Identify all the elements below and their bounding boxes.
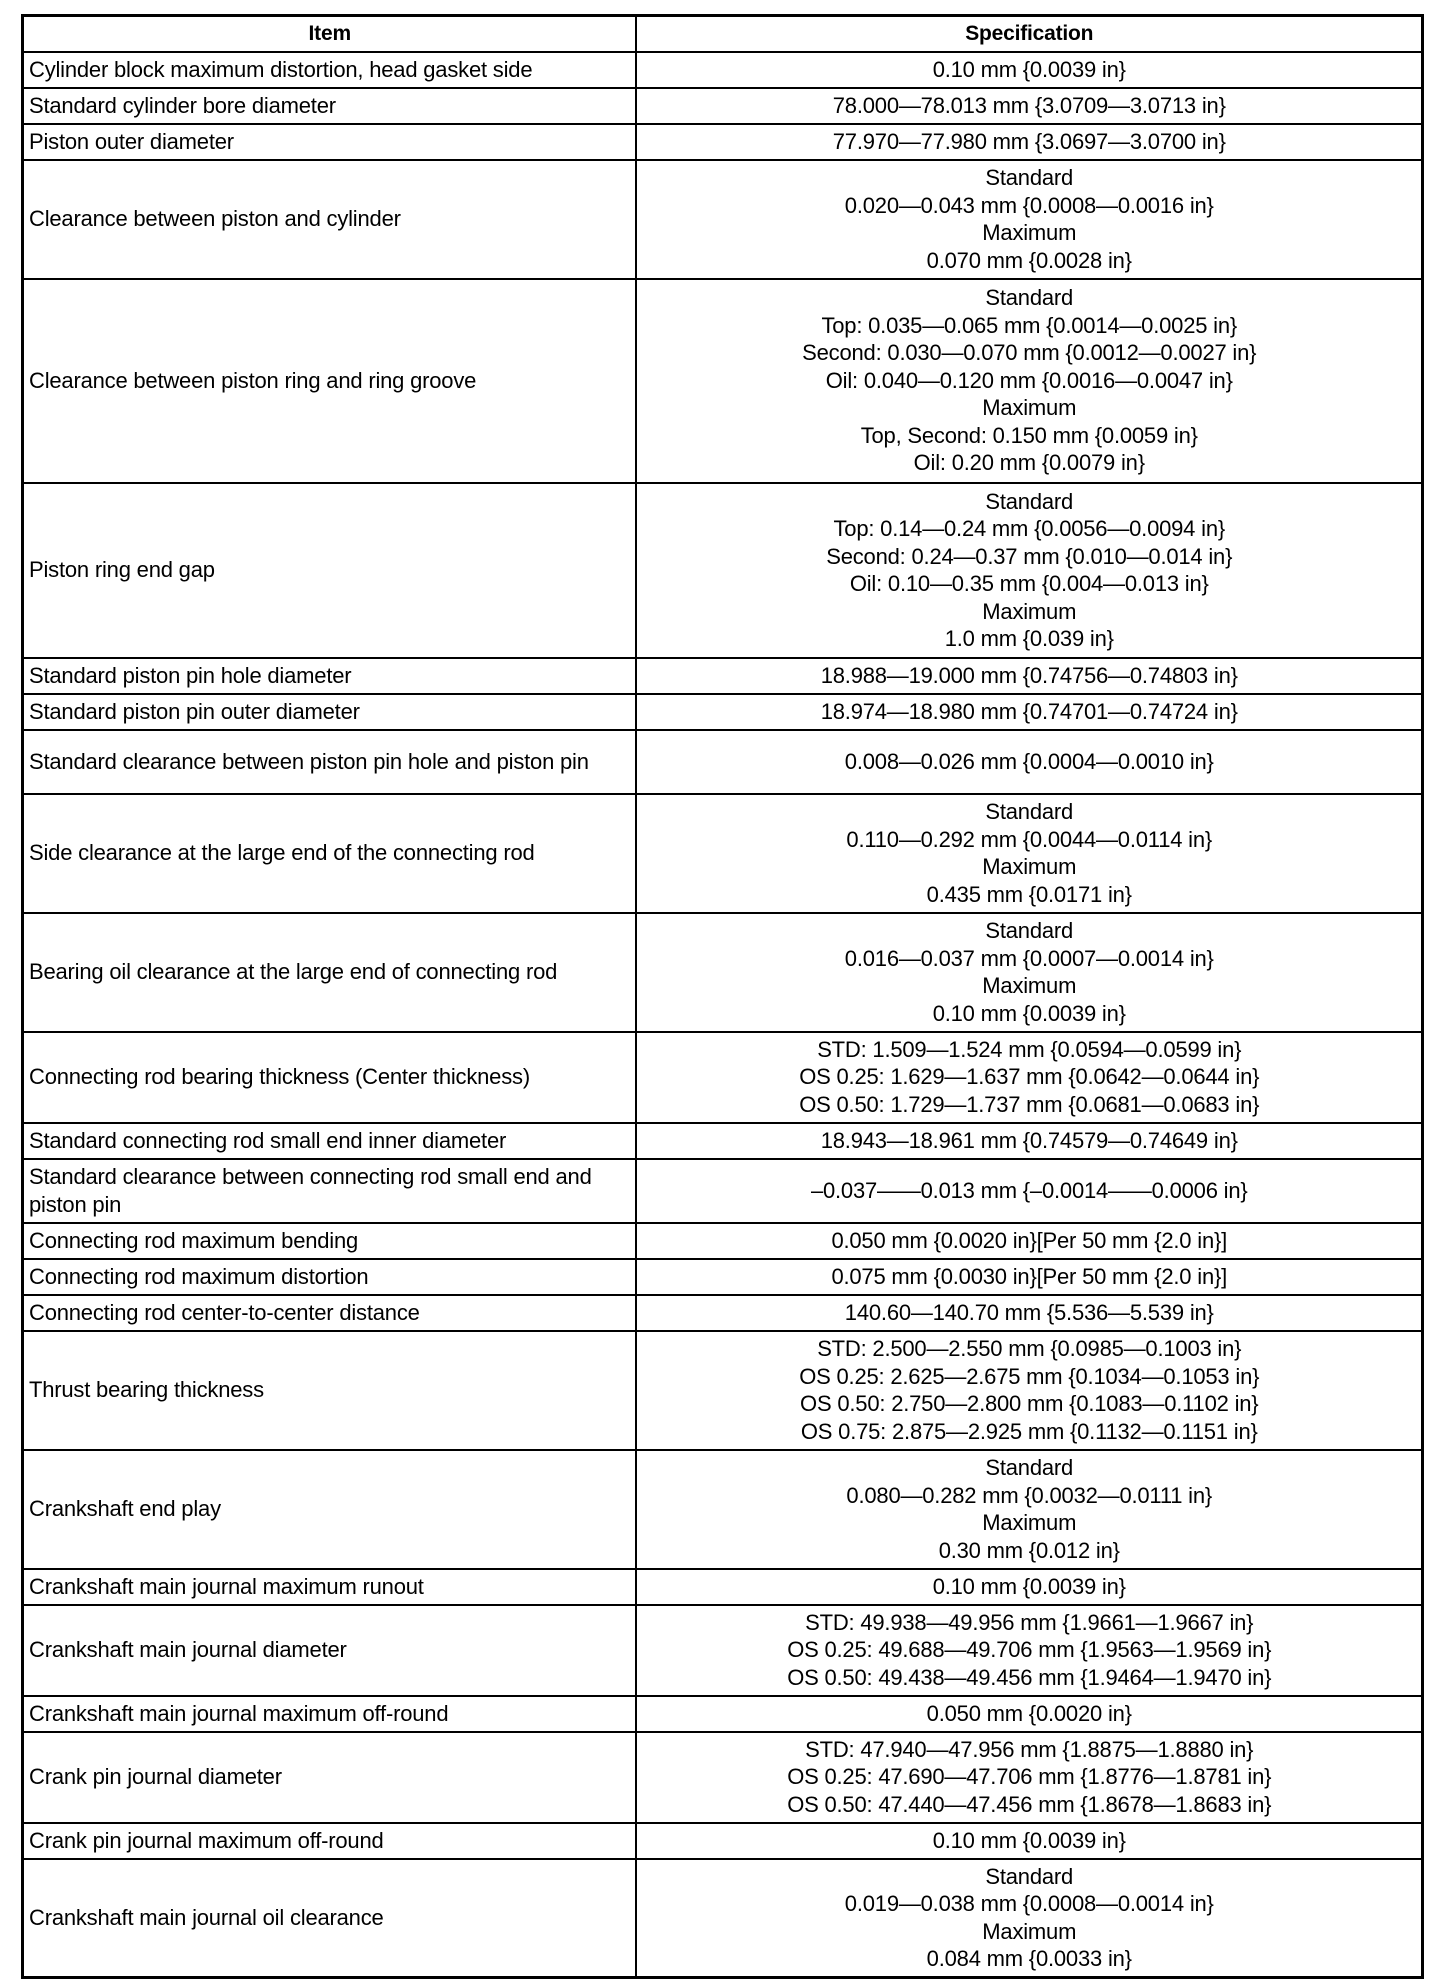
specification-line: Oil: 0.20 mm {0.0079 in} [913,450,1145,476]
item-cell: Standard clearance between piston pin hole and piston pin [23,730,636,794]
specification-line: 0.30 mm {0.012 in} [938,1537,1120,1563]
specification-cell [636,1569,1423,1605]
specification-line: STD: 47.940—47.956 mm {1.8875—1.8880 in} [805,1736,1254,1762]
item-cell: Bearing oil clearance at the large end of connecting rod [23,913,636,1032]
specification-line: Standard [985,285,1074,311]
specification-table [21,14,1424,1979]
item-cell: Standard piston pin hole diameter [23,658,636,694]
table-row [23,483,1423,658]
table-row [23,88,1423,124]
specification-line: Maximum [982,854,1077,879]
column-header-specification: Specification [636,16,1423,52]
specification-line: Top, Second: 0.150 mm {0.0059 in} [860,422,1198,448]
specification-cell [636,658,1423,694]
item-cell: Crank pin journal maximum off-round [23,1823,636,1859]
specification-line: Second: 0.24—0.37 mm {0.010—0.014 in} [826,543,1233,569]
table-header-row [23,16,1423,52]
specification-line: 0.10 mm {0.0039 in} [932,56,1126,82]
specification-cell [636,1032,1423,1123]
specification-cell [636,1295,1423,1331]
table-row [23,1032,1423,1123]
table-row [23,1259,1423,1295]
specification-line: Oil: 0.040—0.120 mm {0.0016—0.0047 in} [825,367,1233,393]
item-cell: Connecting rod maximum distortion [23,1259,636,1295]
specification-line: 0.435 mm {0.0171 in} [926,881,1132,907]
table-row [23,730,1423,794]
specification-line: Top: 0.035—0.065 mm {0.0014—0.0025 in} [821,312,1238,338]
item-cell: Connecting rod center-to-center distance [23,1295,636,1331]
specification-cell [636,913,1423,1032]
specification-line: Standard [985,799,1074,824]
specification-line: 0.019—0.038 mm {0.0008—0.0014 in} [844,1891,1214,1917]
table-row [23,1823,1423,1859]
specification-line: 0.050 mm {0.0020 in} [926,1700,1132,1726]
item-cell: Crankshaft main journal diameter [23,1605,636,1696]
specification-line: Maximum [982,598,1077,624]
specification-line: 1.0 mm {0.039 in} [944,626,1114,651]
table-row [23,658,1423,694]
table-row [23,124,1423,160]
specification-line: Second: 0.030—0.070 mm {0.0012—0.0027 in} [802,340,1257,366]
table-row [23,794,1423,913]
table-row [23,913,1423,1032]
specification-cell [636,1123,1423,1159]
specification-line: STD: 1.509—1.524 mm {0.0594—0.0599 in} [817,1036,1242,1062]
item-cell: Crankshaft end play [23,1450,636,1569]
specification-line: OS 0.50: 1.729—1.737 mm {0.0681—0.0683 in} [799,1091,1260,1117]
table-row [23,1123,1423,1159]
specification-cell [636,1732,1423,1823]
table-row [23,1450,1423,1569]
specification-line: Maximum [982,1510,1077,1535]
specification-cell [636,1331,1423,1450]
specification-line: 18.988—19.000 mm {0.74756—0.74803 in} [820,662,1238,688]
table-row [23,279,1423,483]
table-row [23,1159,1423,1223]
table-row [23,1331,1423,1450]
specification-line: 77.970—77.980 mm {3.0697—3.0700 in} [832,128,1226,154]
specification-cell [636,694,1423,730]
specification-cell [636,1223,1423,1259]
table-row [23,1696,1423,1732]
specification-cell [636,730,1423,794]
specification-line: 0.10 mm {0.0039 in} [932,1000,1126,1026]
specification-line: 0.070 mm {0.0028 in} [926,247,1132,273]
specification-line: Maximum [982,395,1077,421]
specification-line: Standard [985,1455,1074,1480]
specification-line: OS 0.25: 49.688—49.706 mm {1.9563—1.9569 in} [787,1637,1272,1663]
table-row [23,1859,1423,1978]
item-cell: Standard clearance between connecting rod small end and piston pin [23,1159,636,1223]
specification-line: STD: 49.938—49.956 mm {1.9661—1.9667 in} [805,1609,1254,1635]
specification-line: OS 0.50: 47.440—47.456 mm {1.8678—1.8683 in} [787,1791,1272,1817]
specification-line: 0.10 mm {0.0039 in} [932,1573,1126,1599]
table-row [23,1569,1423,1605]
item-cell: Clearance between piston and cylinder [23,160,636,279]
specification-line: Standard [985,488,1074,514]
item-cell: Piston outer diameter [23,124,636,160]
specification-line: Standard [985,1863,1074,1889]
specification-cell [636,1859,1423,1978]
specification-cell [636,52,1423,88]
specification-line: Maximum [982,973,1077,998]
item-cell: Side clearance at the large end of the connecting rod [23,794,636,913]
item-cell: Standard cylinder bore diameter [23,88,636,124]
item-cell: Cylinder block maximum distortion, head gasket side [23,52,636,88]
specification-line: 18.943—18.961 mm {0.74579—0.74649 in} [820,1127,1238,1153]
specification-line: Maximum [982,1918,1077,1944]
specification-line: STD: 2.500—2.550 mm {0.0985—0.1003 in} [817,1336,1242,1361]
specification-line: 0.075 mm {0.0030 in}[Per 50 mm {2.0 in}] [831,1263,1228,1289]
item-cell: Thrust bearing thickness [23,1331,636,1450]
specification-line: 0.084 mm {0.0033 in} [926,1946,1132,1972]
specification-line: 0.008—0.026 mm {0.0004—0.0010 in} [844,748,1214,774]
specification-line: 0.020—0.043 mm {0.0008—0.0016 in} [844,192,1214,218]
specification-line: –0.037——0.013 mm {–0.0014——0.0006 in} [810,1177,1248,1203]
table-row [23,1295,1423,1331]
item-cell: Connecting rod maximum bending [23,1223,636,1259]
specification-line: 18.974—18.980 mm {0.74701—0.74724 in} [820,698,1238,724]
specification-line: OS 0.25: 47.690—47.706 mm {1.8776—1.8781 in} [787,1764,1272,1790]
table-row [23,52,1423,88]
item-cell: Connecting rod bearing thickness (Center thickness) [23,1032,636,1123]
specification-line: 0.080—0.282 mm {0.0032—0.0111 in} [846,1482,1213,1508]
specification-line: Standard [985,918,1074,943]
specification-line: 0.016—0.037 mm {0.0007—0.0014 in} [844,945,1214,971]
specification-cell [636,1450,1423,1569]
column-header-item: Item [23,16,636,52]
specification-line: 78.000—78.013 mm {3.0709—3.0713 in} [832,92,1226,118]
specification-line: Maximum [982,220,1077,245]
table-body [23,52,1423,1978]
specification-cell [636,160,1423,279]
specification-line: 0.110—0.292 mm {0.0044—0.0114 in} [846,826,1213,852]
specification-line: Oil: 0.10—0.35 mm {0.004—0.013 in} [849,571,1209,596]
item-cell: Standard piston pin outer diameter [23,694,636,730]
specification-line: 140.60—140.70 mm {5.536—5.539 in} [844,1299,1214,1325]
specification-cell [636,88,1423,124]
specification-line: OS 0.50: 49.438—49.456 mm {1.9464—1.9470 in} [787,1664,1272,1690]
specification-cell [636,1159,1423,1223]
specification-line: OS 0.75: 2.875—2.925 mm {0.1132—0.1151 in} [800,1418,1258,1444]
item-cell: Piston ring end gap [23,483,636,658]
specification-line: 0.10 mm {0.0039 in} [932,1827,1126,1853]
specification-cell [636,124,1423,160]
item-cell: Standard connecting rod small end inner diameter [23,1123,636,1159]
specification-cell [636,1605,1423,1696]
table-row [23,1223,1423,1259]
table-row [23,160,1423,279]
specification-cell [636,794,1423,913]
specification-cell [636,1696,1423,1732]
item-cell: Crankshaft main journal maximum runout [23,1569,636,1605]
specification-cell [636,1823,1423,1859]
item-cell: Crankshaft main journal oil clearance [23,1859,636,1978]
specification-cell [636,279,1423,483]
specification-line: 0.050 mm {0.0020 in}[Per 50 mm {2.0 in}] [831,1227,1228,1253]
specification-cell [636,1259,1423,1295]
table-row [23,694,1423,730]
item-cell: Crank pin journal diameter [23,1732,636,1823]
specification-line: OS 0.25: 1.629—1.637 mm {0.0642—0.0644 in} [799,1064,1260,1090]
specification-line: OS 0.25: 2.625—2.675 mm {0.1034—0.1053 in} [799,1363,1260,1389]
specification-line: Top: 0.14—0.24 mm {0.0056—0.0094 in} [833,516,1226,541]
table-row [23,1605,1423,1696]
table-row [23,1732,1423,1823]
specification-line: Standard [985,165,1074,190]
specification-cell [636,483,1423,658]
item-cell: Clearance between piston ring and ring groove [23,279,636,483]
specification-line: OS 0.50: 2.750—2.800 mm {0.1083—0.1102 in} [800,1391,1259,1416]
item-cell: Crankshaft main journal maximum off-round [23,1696,636,1732]
